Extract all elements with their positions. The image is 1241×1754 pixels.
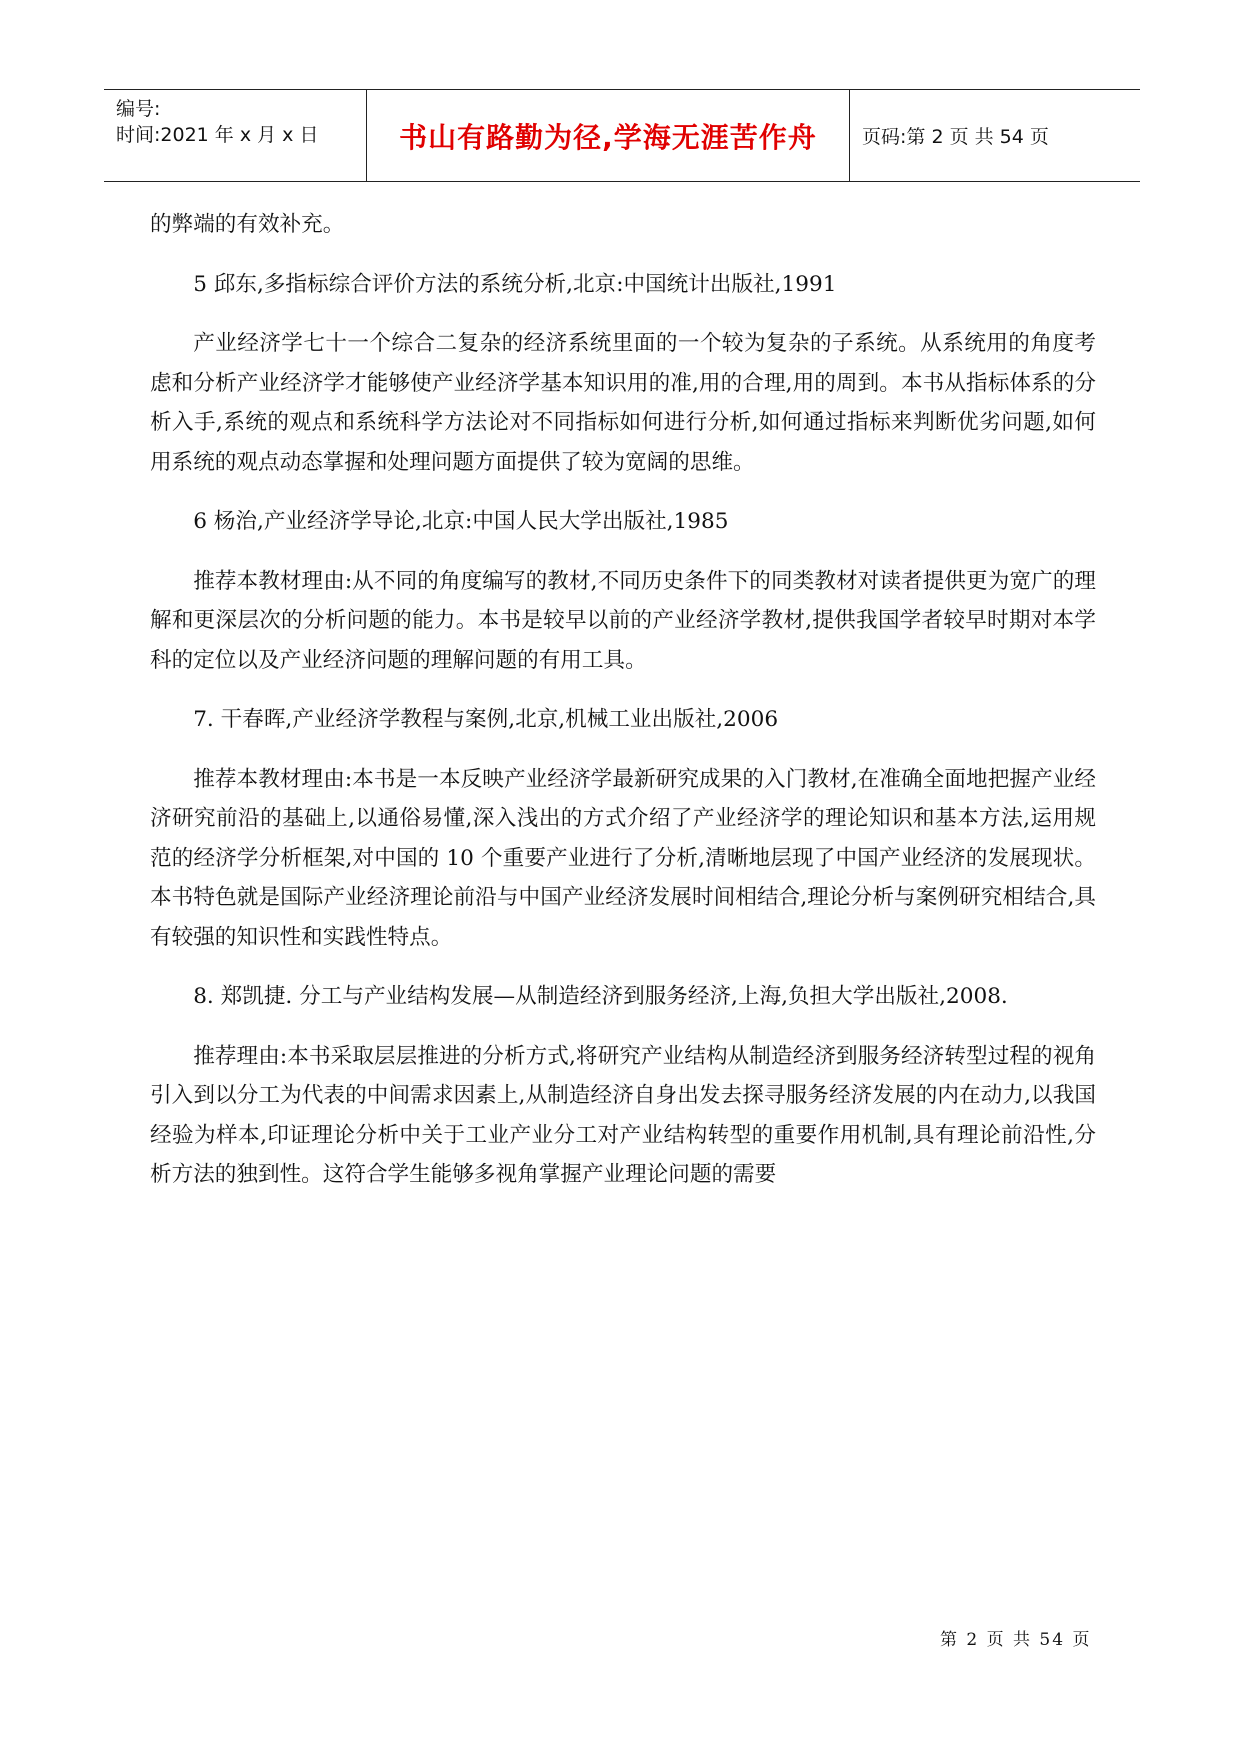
paragraph-continuation: 的弊端的有效补充。 bbox=[150, 212, 345, 237]
header-motto: 书山有路勤为径,学海无涯苦作舟 bbox=[399, 120, 817, 154]
reference-note-5: 产业经济学七十一个综合二复杂的经济系统里面的一个较为复杂的子系统。从系统用的角度考虑和分析产业经济学才能够使产业经济学基本知识用的准,用的合理,用的周到。本书从指标体系的分析入手,系统的观点和系统科学方法论对不同指标如何进行分析,如何通过指标来判断优劣问题,如何用系统的观点动态掌握和处理问题方面提供了较为宽阔的思维。 bbox=[150, 331, 1096, 475]
header-motto-cell bbox=[367, 90, 850, 181]
reference-entry-5: 5 邱东,多指标综合评价方法的系统分析,北京:中国统计出版社,1991 bbox=[193, 271, 837, 297]
document-time-label: 时间:2021 年 x 月 x 日 bbox=[116, 124, 319, 146]
page-header bbox=[104, 89, 1140, 182]
header-page-code: 页码:第 2 页 共 54 页 bbox=[862, 126, 1049, 148]
reference-note-7: 推荐本教材理由:本书是一本反映产业经济学最新研究成果的入门教材,在准确全面地把握产业经济研究前沿的基础上,以通俗易懂,深入浅出的方式介绍了产业经济学的理论知识和基本方法,运用规范的经济学分析框架,对中国的 10 个重要产业进行了分析,清晰地层现了中国产业经济的发展现状。本书特色就是国际产业经济理论前沿与中国产业经济发展时间相结合,理论分析与案例研究相结合,具有较强的知识性和实践性特点。 bbox=[150, 766, 1096, 950]
document-number-label: 编号: bbox=[116, 98, 161, 120]
reference-entry-6: 6 杨治,产业经济学导论,北京:中国人民大学出版社,1985 bbox=[193, 509, 729, 534]
reference-note-8: 推荐理由:本书采取层层推进的分析方式,将研究产业结构从制造经济到服务经济转型过程的视角引入到以分工为代表的中间需求因素上,从制造经济自身出发去探寻服务经济发展的内在动力,以我国经验为样本,印证理论分析中关于工业产业分工对产业结构转型的重要作用机制,具有理论前沿性,分析方法的独到性。这符合学生能够多视角掌握产业理论问题的需要 bbox=[150, 1043, 1096, 1187]
document-body bbox=[150, 205, 1096, 1215]
reference-note-6: 推荐本教材理由:从不同的角度编写的教材,不同历史条件下的同类教材对读者提供更为宽广的理解和更深层次的分析问题的能力。本书是较早以前的产业经济学教材,提供我国学者较早时期对本学科的定位以及产业经济问题的理解问题的有用工具。 bbox=[150, 568, 1096, 673]
page-footer: 第 2 页 共 54 页 bbox=[940, 1630, 1092, 1650]
reference-entry-8: 8. 郑凯捷. 分工与产业结构发展—从制造经济到服务经济,上海,负担大学出版社,2008. bbox=[193, 984, 1008, 1009]
header-meta-cell bbox=[104, 90, 367, 181]
reference-entry-7: 7. 干春晖,产业经济学教程与案例,北京,机械工业出版社,2006 bbox=[193, 707, 779, 732]
